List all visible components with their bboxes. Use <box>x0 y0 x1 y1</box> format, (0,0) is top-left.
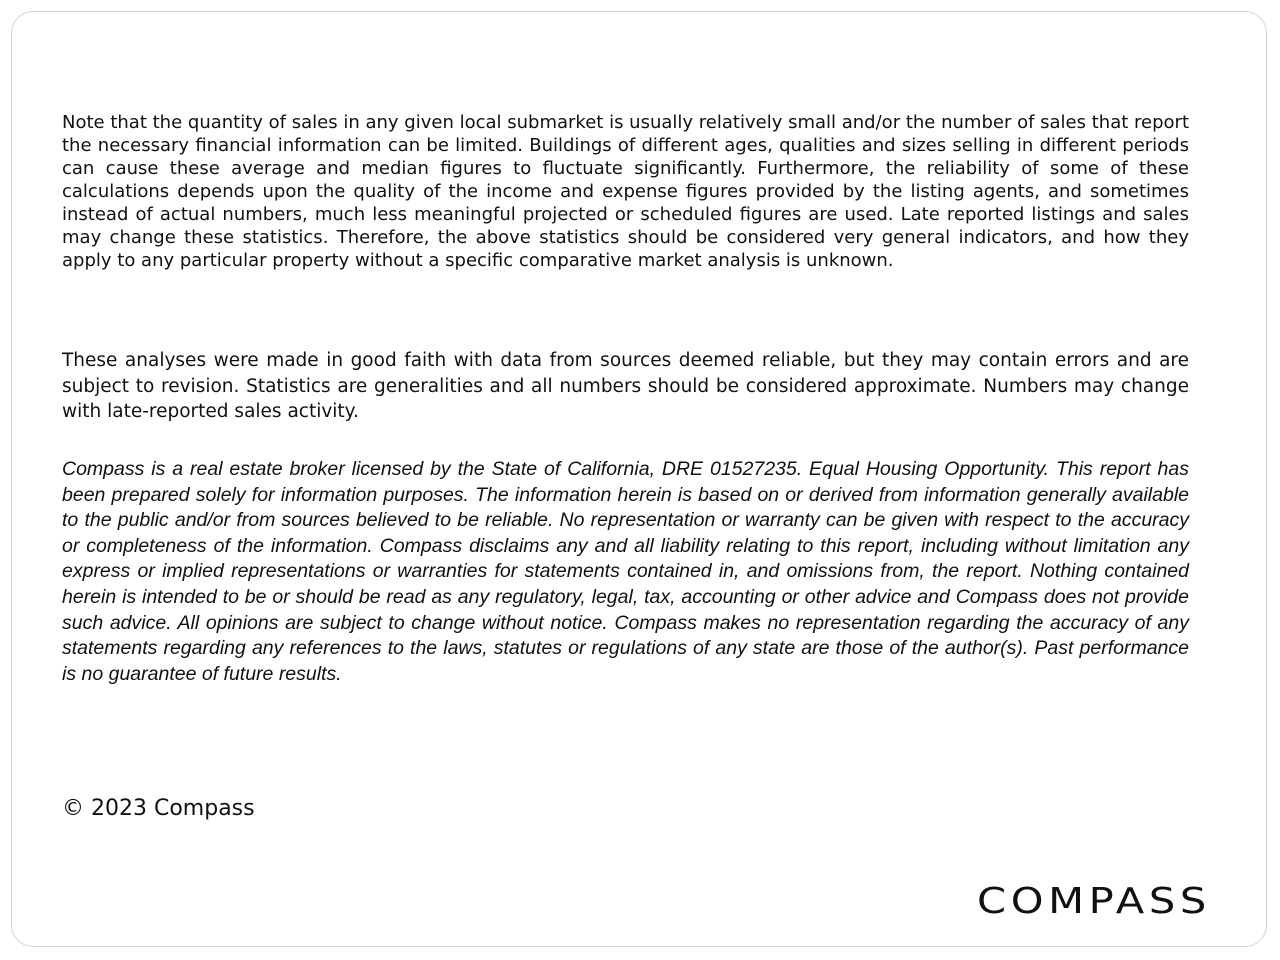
submarket-disclaimer: Note that the quantity of sales in any given local submarket is usually relatively small and/or the number of sales that report the necessary financial information can be limited. Buildings of different ages, qualities and sizes selling in different periods can cause these average and median figures to fluctuate significantly. Furthermore, the reliability of some of these calculations depends upon the quality of the income and expense figures provided by the listing agents, and sometimes instead of actual numbers, much less meaningful projected or scheduled figures are used. Late reported listings and sales may change these statistics. Therefore, the above statistics should be considered very general indicators, and how they apply to any particular property without a specific comparative market analysis is unknown. <box>62 112 1189 271</box>
slide-card <box>11 11 1267 947</box>
logo-text: COMPASS <box>977 881 1211 920</box>
copyright-notice: © 2023 Compass <box>62 796 255 821</box>
good-faith-disclaimer: These analyses were made in good faith with data from sources deemed reliable, but they may contain errors and are subject to revision. Statistics are generalities and all numbers should be considered approximate. Numbers may change with late-reported sales activity. <box>62 350 1189 422</box>
compass-logo <box>977 880 1213 920</box>
legal-disclaimer: Compass is a real estate broker licensed by the State of California, DRE 01527235. Equal Housing Opportunity. This report has been prepared solely for information purposes. The information herein is based on or derived from information generally available to the public and/or from sources believed to be reliable. No representation or warranty can be given with respect to the accuracy or completeness of the information. Compass disclaims any and all liability relating to this report, including without limitation any express or implied representations or warranties for statements contained in, and omissions from, the report. Nothing contained herein is intended to be or should be read as any regulatory, legal, tax, accounting or other advice and Compass does not provide such advice. All opinions are subject to change without notice. Compass makes no representation regarding the accuracy of any statements regarding any references to the laws, statutes or regulations of any state are those of the author(s). Past performance is no guarantee of future results. <box>62 458 1189 685</box>
